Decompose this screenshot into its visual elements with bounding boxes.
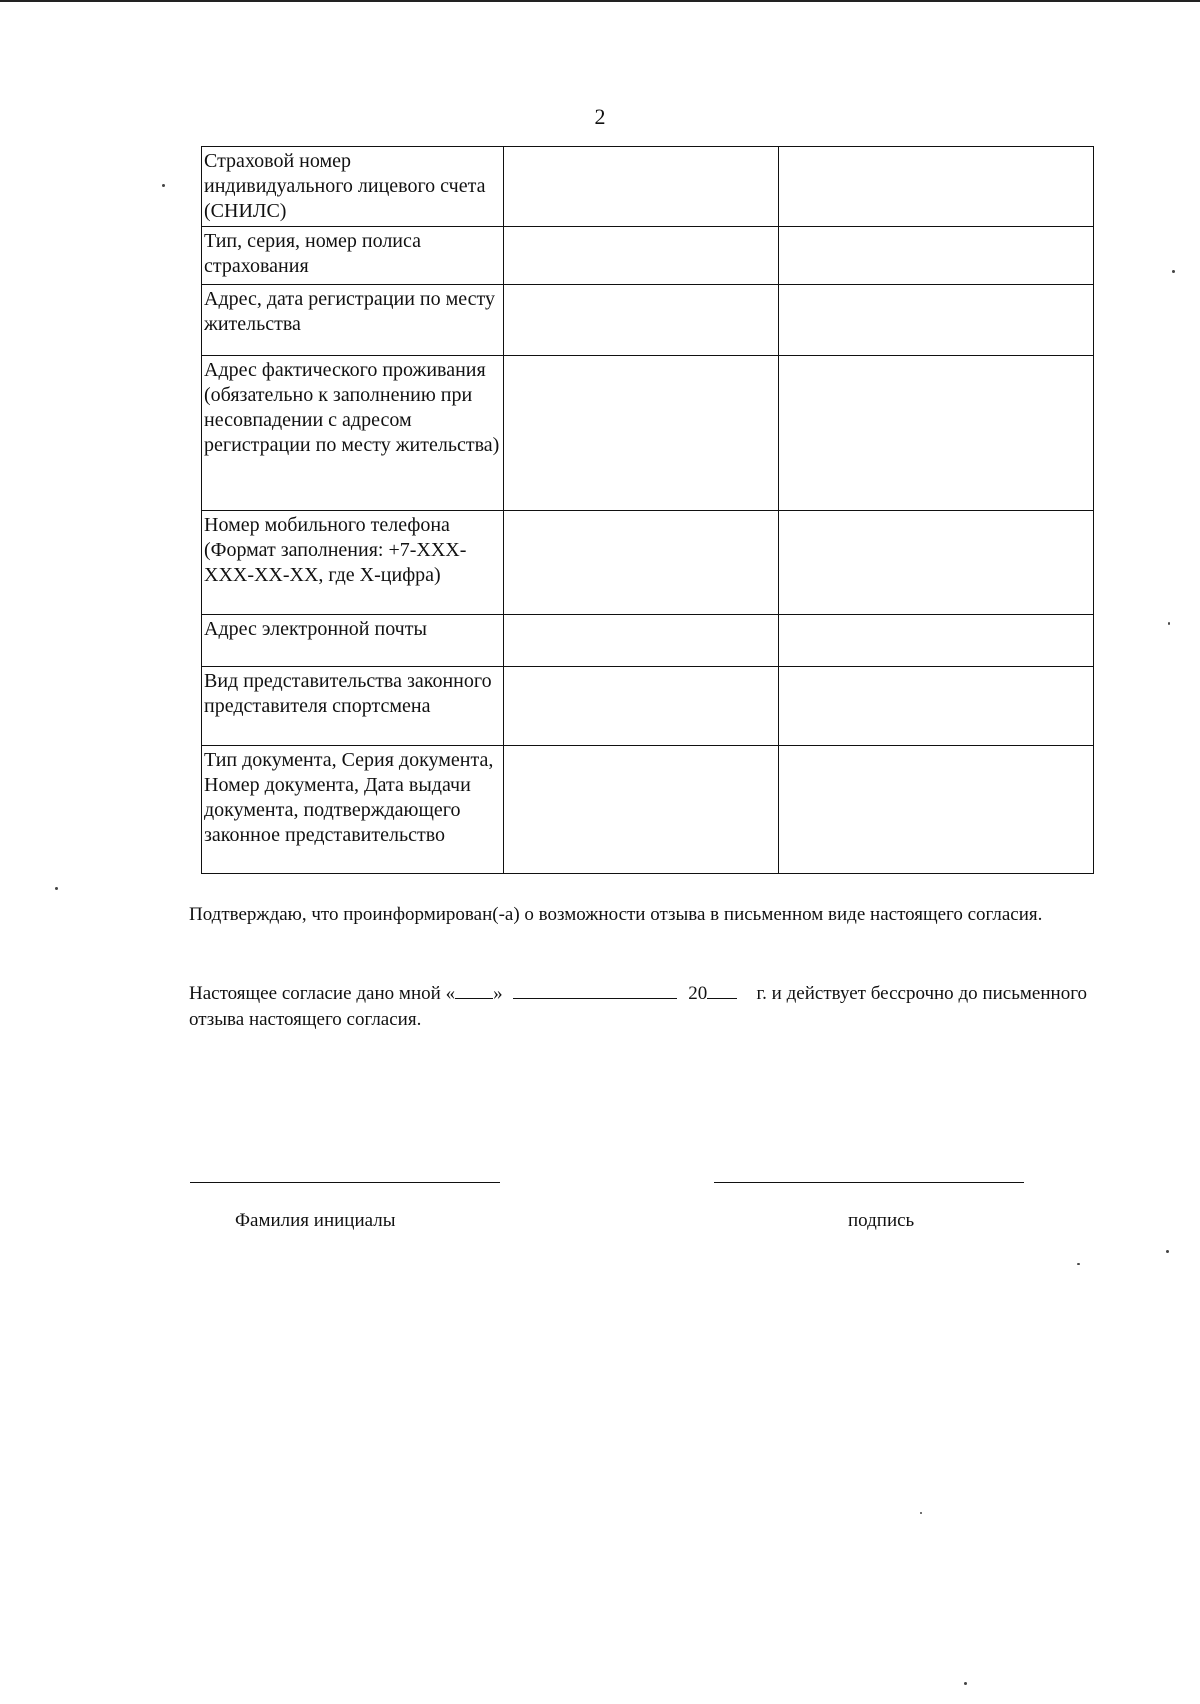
value-cell[interactable] [504,511,779,615]
year-blank[interactable] [707,980,737,999]
consent-text-start: Настоящее согласие дано мной « [189,983,456,1004]
row-label: Адрес, дата регистрации по месту жительства [202,285,504,356]
scan-speck [55,887,58,890]
scan-speck [964,1682,967,1685]
table-row [202,667,1094,746]
month-blank[interactable] [513,980,677,999]
day-blank[interactable] [455,980,493,999]
row-label: Адрес электронной почты [202,615,504,667]
scan-speck [1166,1250,1169,1253]
value-cell[interactable] [779,615,1094,667]
consent-text-end: г. и действует бессрочно до письменного отзыва настоящего согласия. [189,983,1088,1030]
page-number: 2 [594,104,606,129]
consent-date-statement [189,980,1087,1033]
value-cell[interactable] [779,285,1094,356]
row-label: Вид представительства законного представителя спортсмена [202,667,504,746]
scan-speck [1077,1263,1080,1265]
row-label: Тип, серия, номер полиса страхования [202,227,504,285]
row-label: Номер мобильного телефона (Формат заполнения: +7-XXX-XXX-XX-XX, где X-цифра) [202,511,504,615]
table-row [202,615,1094,667]
value-cell[interactable] [779,356,1094,511]
scan-speck [162,184,165,187]
page-top-border [0,0,1200,2]
value-cell[interactable] [504,667,779,746]
scan-speck [920,1512,922,1514]
scan-speck [1168,622,1170,625]
value-cell[interactable] [779,511,1094,615]
value-cell[interactable] [779,147,1094,227]
value-cell[interactable] [504,356,779,511]
name-signature-line[interactable] [190,1182,500,1183]
value-cell[interactable] [504,615,779,667]
value-cell[interactable] [779,227,1094,285]
value-cell[interactable] [504,746,779,874]
value-cell[interactable] [504,285,779,356]
row-label: Тип документа, Серия документа, Номер документа, Дата выдачи документа, подтверждающего законное представительство [202,746,504,874]
revocation-notice: Подтверждаю, что проинформирован(-а) о возможности отзыва в письменном виде настоящего согласия. [189,904,1043,925]
row-label: Страховой номер индивидуального лицевого счета (СНИЛС) [202,147,504,227]
value-cell[interactable] [779,746,1094,874]
table-row [202,227,1094,285]
value-cell[interactable] [504,147,779,227]
table-row [202,147,1094,227]
table-row [202,285,1094,356]
value-cell[interactable] [504,227,779,285]
table-row [202,746,1094,874]
signature-line[interactable] [714,1182,1024,1183]
row-label: Адрес фактического проживания (обязательно к заполнению при несовпадении с адресом регистрации по месту жительства) [202,356,504,511]
table-row [202,511,1094,615]
value-cell[interactable] [779,667,1094,746]
name-initials-label: Фамилия инициалы [235,1210,396,1231]
personal-data-table [201,146,1094,874]
consent-quote-close: » [493,983,503,1004]
scan-speck [1172,270,1175,273]
table-row [202,356,1094,511]
year-prefix: 20 [688,983,708,1004]
signature-label: подпись [848,1210,915,1231]
